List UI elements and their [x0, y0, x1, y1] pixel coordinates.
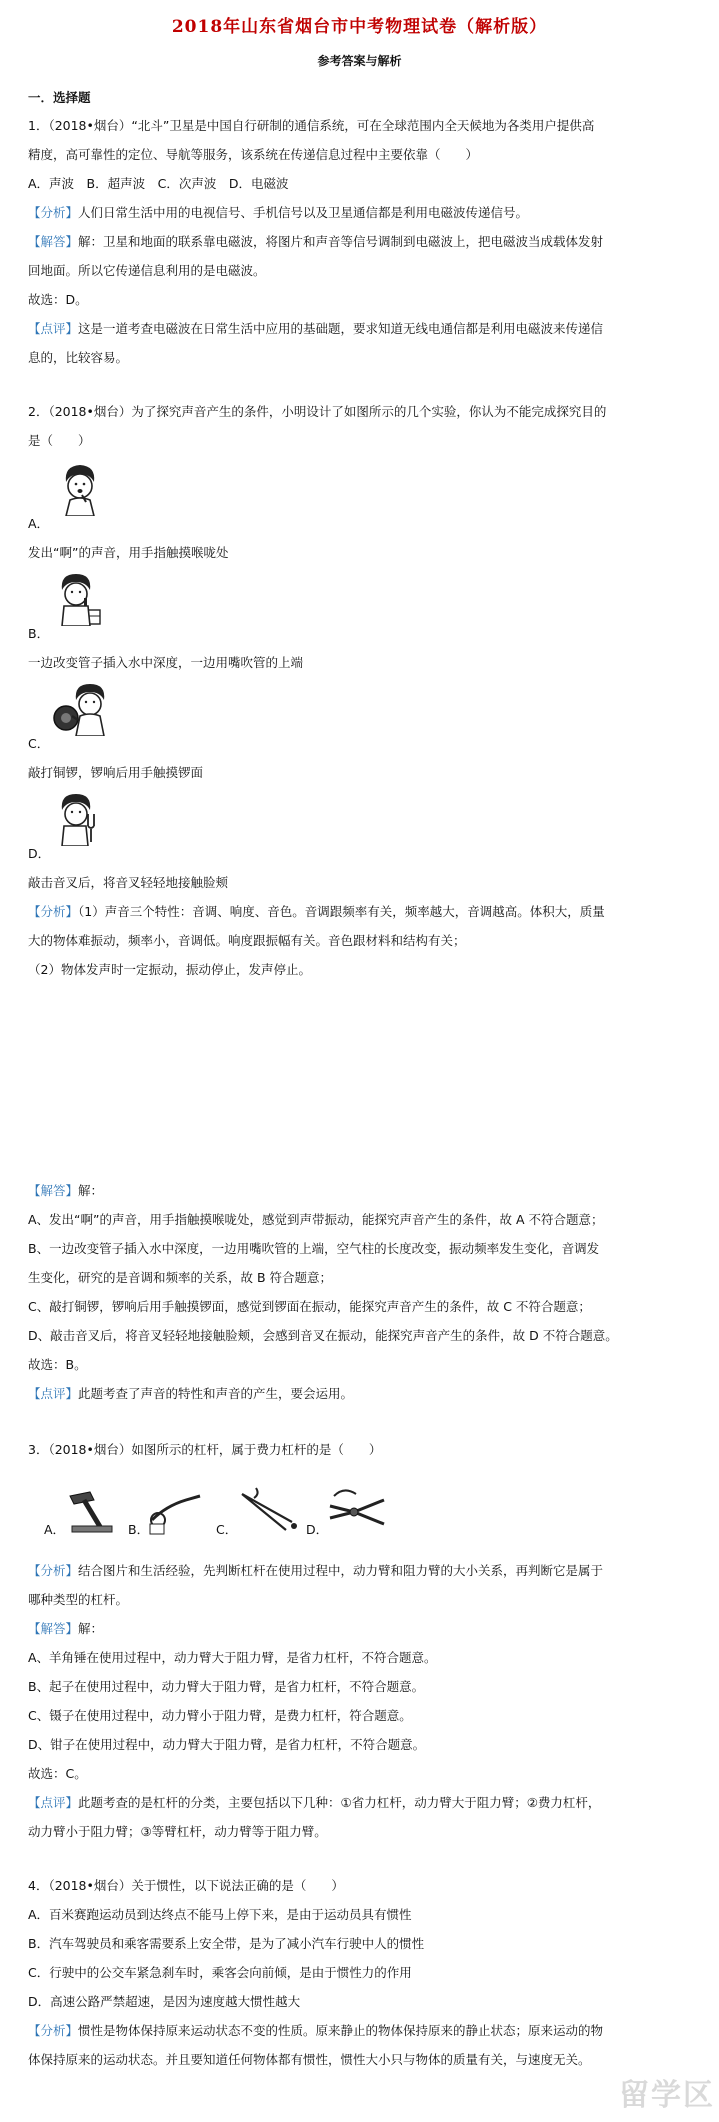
q4-analysis-line1	[28, 2021, 698, 2041]
q3-answer-head	[28, 1619, 698, 1639]
q2-option-a-desc: 发出“啊”的声音，用手指触摸喉咙处	[28, 545, 229, 560]
figure-pliers-image	[324, 1486, 388, 1536]
page-subtitle: 参考答案与解析	[317, 54, 402, 68]
q3-option-c-label: C．	[216, 1522, 238, 1537]
watermark-logo: 留学区	[619, 2078, 715, 2113]
q3-comment-text: 此题考查的是杠杆的分类，主要包括以下几种：①省力杠杆，动力臂大于阻力臂；②费力杠杆，	[78, 1795, 601, 1810]
q2-answer-a: A、发出“啊”的声音，用手指触摸喉咙处，感觉到声带振动，能探究声音产生的条件，故 A 不符合题意；	[28, 1212, 604, 1227]
q2-stem-line2: 是（ ）	[28, 433, 91, 448]
answer-tag: 【解答】	[28, 1183, 79, 1198]
q1-answer-text: 解：卫星和地面的联系靠电磁波，将图片和声音等信号调制到电磁波上，把电磁波当成载体发射	[78, 234, 604, 249]
q1-comment-text: 这是一道考查电磁波在日常生活中应用的基础题，要求知道无线电通信都是利用电磁波来传递信	[78, 321, 604, 336]
answer-tag: 【解答】	[28, 1621, 79, 1636]
q3-answer-head-text: 解：	[78, 1621, 104, 1636]
comment-tag: 【点评】	[28, 1795, 79, 1810]
q4-stem: 4．（2018•烟台）关于惯性，以下说法正确的是（ ）	[28, 1878, 344, 1893]
q3-answer-c: C、镊子在使用过程中，动力臂小于阻力臂，是费力杠杆，符合题意。	[28, 1708, 412, 1723]
q3-choice: 故选：C。	[28, 1766, 87, 1781]
q1-options: A．声波 B．超声波 C．次声波 D．电磁波	[28, 176, 289, 191]
q2-answer-head-text: 解：	[78, 1183, 104, 1198]
q3-option-a-label: A．	[44, 1522, 66, 1537]
q2-analysis-text: （1）声音三个特性：音调、响度、音色。音调跟频率有关，频率越大，音调越高。体积大，质量	[78, 904, 605, 919]
q1-analysis-text: 人们日常生活中用的电视信号、手机信号以及卫星通信都是利用电磁波传递信号。	[78, 205, 529, 220]
analysis-tag: 【分析】	[28, 205, 79, 220]
q2-option-c-label: C．	[28, 736, 50, 751]
page-title: 2018年山东省烟台市中考物理试卷（解析版）	[171, 17, 548, 37]
q4-option-b: B．汽车驾驶员和乘客需要系上安全带，是为了减小汽车行驶中人的惯性	[28, 1936, 425, 1951]
q2-answer-head	[28, 1181, 698, 1201]
q2-option-d-desc: 敲击音叉后，将音叉轻轻地接触脸颊	[28, 875, 229, 890]
q4-option-c: C．行驶中的公交车紧急刹车时，乘客会向前倾，是由于惯性力的作用	[28, 1965, 412, 1980]
q4-option-d: D．高速公路严禁超速，是因为速度越大惯性越大	[28, 1994, 301, 2009]
q3-analysis-text: 结合图片和生活经验，先判断杠杆在使用过程中，动力臂和阻力臂的大小关系，再判断它是属于	[78, 1563, 604, 1578]
q1-stem-line2: 精度，高可靠性的定位、导航等服务，该系统在传递信息过程中主要依靠（ ）	[28, 147, 479, 162]
q1-answer-line1	[28, 232, 698, 252]
q3-answer-b: B、起子在使用过程中，动力臂大于阻力臂，是省力杠杆，不符合题意。	[28, 1679, 425, 1694]
q3-option-b-label: B．	[128, 1522, 150, 1537]
q2-answer-b-line1: B、一边改变管子插入水中深度，一边用嘴吹管的上端，空气柱的长度改变，振动频率发生变化，音调发	[28, 1241, 600, 1256]
section-heading: 一．选择题	[28, 90, 91, 105]
figure-tweezers-image	[236, 1482, 306, 1536]
q1-comment-line2: 息的，比较容易。	[28, 350, 129, 365]
q2-option-a-label: A．	[28, 516, 50, 531]
q3-answer-d: D、钳子在使用过程中，动力臂大于阻力臂，是省力杠杆，不符合题意。	[28, 1737, 426, 1752]
figure-a-person-humming-image	[52, 462, 108, 516]
q2-choice: 故选：B。	[28, 1357, 87, 1372]
q3-comment-line1	[28, 1793, 698, 1813]
q2-answer-d: D、敲击音叉后，将音叉轻轻地接触脸颊，会感到音叉在振动，能探究声音产生的条件，故 D 不符合题意。	[28, 1328, 618, 1343]
comment-tag: 【点评】	[28, 1386, 79, 1401]
q3-analysis-line1	[28, 1561, 698, 1581]
q2-answer-b-line2: 生变化，研究的是音调和频率的关系，故 B 符合题意；	[28, 1270, 333, 1285]
q3-comment-line2: 动力臂小于阻力臂；③等臂杠杆，动力臂等于阻力臂。	[28, 1824, 327, 1839]
q3-stem: 3．（2018•烟台）如图所示的杠杆，属于费力杠杆的是（ ）	[28, 1442, 382, 1457]
comment-tag: 【点评】	[28, 321, 79, 336]
q4-analysis-line2: 体保持原来的运动状态。并且要知道任何物体都有惯性，惯性大小只与物体的质量有关，与速度无关。	[28, 2052, 591, 2067]
figure-d-tuning-fork-image	[52, 792, 108, 846]
q3-analysis-line2: 哪种类型的杠杆。	[28, 1592, 129, 1607]
q4-option-a: A．百米赛跑运动员到达终点不能马上停下来，是由于运动员具有惯性	[28, 1907, 412, 1922]
q2-option-d-label: D．	[28, 846, 51, 861]
q2-option-c-desc: 敲打铜锣，锣响后用手触摸锣面	[28, 765, 204, 780]
q3-answer-a: A、羊角锤在使用过程中，动力臂大于阻力臂，是省力杠杆，不符合题意。	[28, 1650, 437, 1665]
q1-choice: 故选：D。	[28, 292, 88, 307]
q2-analysis-line1	[28, 902, 698, 922]
q4-analysis-text: 惯性是物体保持原来运动状态不变的性质。原来静止的物体保持原来的静止状态；原来运动的物	[78, 2023, 604, 2038]
q1-answer-line2: 回地面。所以它传递信息利用的是电磁波。	[28, 263, 266, 278]
q2-comment	[28, 1384, 698, 1404]
q2-stem-line1: 2．（2018•烟台）为了探究声音产生的条件，小明设计了如图所示的几个实验，你认为不能完成探究目的	[28, 404, 607, 419]
analysis-tag: 【分析】	[28, 2023, 79, 2038]
q2-answer-c: C、敲打铜锣，锣响后用手触摸锣面，感觉到锣面在振动，能探究声音产生的条件，故 C 不符合题意；	[28, 1299, 591, 1314]
answer-tag: 【解答】	[28, 234, 79, 249]
q2-analysis-line2: 大的物体难振动，频率小，音调低。响度跟振幅有关。音色跟材料和结构有关；	[28, 933, 466, 948]
q2-comment-text: 此题考查了声音的特性和声音的产生，要会运用。	[78, 1386, 354, 1401]
figure-c-gong-image	[52, 682, 112, 736]
analysis-tag: 【分析】	[28, 904, 79, 919]
figure-b-blowing-tube-image	[52, 572, 108, 626]
q1-analysis	[28, 203, 698, 223]
q3-option-d-label: D．	[306, 1522, 329, 1537]
figure-bottle-opener-image	[146, 1486, 206, 1536]
q1-stem-line1: 1．（2018•烟台）“北斗”卫星是中国自行研制的通信系统，可在全球范围内全天候地为各类用户提供高	[28, 118, 595, 133]
analysis-tag: 【分析】	[28, 1563, 79, 1578]
q2-option-b-desc: 一边改变管子插入水中深度，一边用嘴吹管的上端	[28, 655, 304, 670]
q1-comment-line1	[28, 319, 698, 339]
q2-option-b-label: B．	[28, 626, 50, 641]
q2-analysis-line3: （2）物体发声时一定振动，振动停止，发声停止。	[28, 962, 311, 977]
figure-claw-hammer-image	[62, 1486, 120, 1536]
